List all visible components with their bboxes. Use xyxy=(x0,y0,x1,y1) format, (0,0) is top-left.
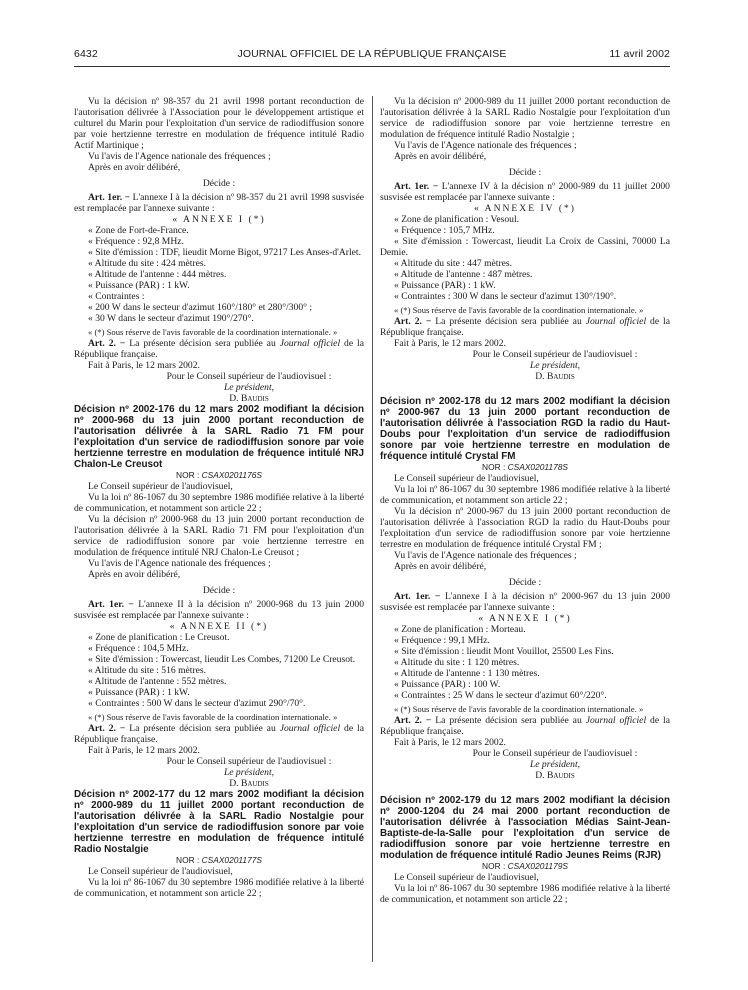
nor-code: CSAX0201179S xyxy=(507,861,568,871)
paragraph: Après en avoir délibéré, xyxy=(88,162,181,173)
annex-line: « Zone de planification : Le Creusot. xyxy=(88,632,230,643)
nor-label: NOR : xyxy=(482,462,506,472)
annex-line: « Altitude de l'antenne : 444 mètres. xyxy=(88,269,227,280)
annex-line: « 200 W dans le secteur d'azimut 160°/180° et 280°/300° ; xyxy=(88,302,313,313)
article-2 xyxy=(380,715,670,737)
fait-a-paris: Fait à Paris, le 12 mars 2002. xyxy=(394,338,506,349)
paragraph: Vu la loi nº 86-1067 du 30 septembre 1986 modifiée relative à la liberté de communication, et notamment son article 22 ; xyxy=(74,877,364,899)
signature-intro: Pour le Conseil supérieur de l'audiovisuel : xyxy=(166,756,332,767)
decide-heading: Décide : xyxy=(202,585,236,596)
paragraph: Le Conseil supérieur de l'audiovisuel, xyxy=(394,473,539,484)
nor-label: NOR : xyxy=(482,861,506,871)
paragraph: Vu la loi nº 86-1067 du 30 septembre 1986 modifiée relative à la liberté de communication, et notamment son article 22 ; xyxy=(380,883,670,905)
annex-line: « Contraintes : 25 W dans le secteur d'azimut 60°/220°. xyxy=(394,690,607,701)
paragraph: Après en avoir délibéré, xyxy=(88,569,181,580)
article-text: de la République française. xyxy=(74,338,364,360)
signature-title: Le président, xyxy=(529,759,581,770)
annex-line: « Zone de planification : Morteau. xyxy=(394,624,526,635)
decision-title: Décision nº 2002-177 du 12 mars 2002 modifiant la décision nº 2000-989 du 11 juillet 2000 portant reconduction de l'autorisation délivrée à la SARL Radio Nostalgie pour l'exploitation d'un service de radiodiffusion sonore par voie hertzienne terrestre en modulation de fréquence intitulé Radio Nostalgie xyxy=(74,789,364,855)
article-1 xyxy=(74,599,364,621)
paragraph: Vu la loi nº 86-1067 du 30 septembre 1986 modifiée relative à la liberté de communication, et notamment son article 22 ; xyxy=(380,484,670,506)
paragraph: Après en avoir délibéré, xyxy=(394,151,487,162)
paragraph: Vu la décision nº 98-357 du 21 avril 1998 portant reconduction de l'autorisation délivrée à l'Association pour le développement artistique et culturel du Marin pour l'exploitation d'un service de radiodiffusion sonore par voie hertzienne terrestre en modulation de fréquence intitulé Radio Actif Martinique ; xyxy=(74,96,364,151)
journal-officiel-italic: Journal officiel xyxy=(279,723,341,734)
article-label: Art. 1er. − xyxy=(394,591,441,602)
nor-label: NOR : xyxy=(176,855,200,865)
annex-line: « Site d'émission : Towercast, lieudit Les Combes, 71200 Le Creusot. xyxy=(88,654,356,665)
paragraph: Vu l'avis de l'Agence nationale des fréquences ; xyxy=(394,550,577,561)
signature-title: Le président, xyxy=(529,360,581,371)
signature-name: D. Baudis xyxy=(229,393,269,404)
page-number: 6432 xyxy=(74,48,98,60)
nor-code: CSAX0201177S xyxy=(201,855,262,865)
article-text: L'annexe IV à la décision nº 2000-989 du 11 juillet 2000 susvisée est remplacée par l'annexe suivante : xyxy=(380,181,670,203)
annex-line: « Contraintes : 500 W dans le secteur d'azimut 290°/70°. xyxy=(88,698,306,709)
nor-reference xyxy=(74,470,364,481)
article-label: Art. 2. − xyxy=(88,723,126,734)
article-2 xyxy=(74,338,364,360)
annex-line: « Site d'émission : lieudit Mont Vouillot, 25500 Les Fins. xyxy=(394,646,614,657)
annex-line: « Fréquence : 99,1 MHz. xyxy=(394,635,490,646)
article-text: L'annexe I à la décision nº 2000-967 du 13 juin 2000 susvisée est remplacée par l'annexe suivante : xyxy=(380,591,671,613)
nor-code: CSAX0201176S xyxy=(201,470,262,480)
journal-officiel-italic: Journal officiel xyxy=(585,316,647,327)
issue-date: 11 avril 2002 xyxy=(609,48,670,60)
article-text: de la République française. xyxy=(380,316,670,338)
nor-label: NOR : xyxy=(176,470,200,480)
decision-title: Décision nº 2002-179 du 12 mars 2002 modifiant la décision nº 2000-1204 du 24 mai 2000 portant reconduction de l'autorisation délivrée à l'association Médias Saint-Jean-Baptiste-de-la-Salle pour l'exploitation d'un service de radiodiffusion sonore par voie hertzienne terrestre en modulation de fréquence intitulé Radio Jeunes Reims (RJR) xyxy=(380,795,670,861)
paragraph: Vu la décision nº 2000-967 du 13 juin 2000 portant reconduction de l'autorisation délivrée à l'association RGD la radio du Haut-Doubs pour l'exploitation d'un service de radiodiffusion sonore par voie hertzienne terrestre en modulation de fréquence intitulé Crystal FM ; xyxy=(380,506,670,550)
article-label: Art. 2. − xyxy=(394,316,432,327)
annex-title: « ANNEXE I (*) xyxy=(478,613,572,624)
annex-line: « Fréquence : 104,5 MHz. xyxy=(88,643,189,654)
annex-line: « Puissance (PAR) : 1 kW. xyxy=(88,687,190,698)
article-text: L'annexe I à la décision nº 98-357 du 21 avril 1998 susvisée est remplacée par l'annexe suivante : xyxy=(74,192,365,214)
annex-line: « Altitude du site : 516 mètres. xyxy=(88,665,207,676)
journal-title: JOURNAL OFFICIEL DE LA RÉPUBLIQUE FRANÇAISE xyxy=(237,48,507,60)
annex-line: « Zone de planification : Vesoul. xyxy=(394,214,520,225)
signature-title: Le président, xyxy=(223,382,275,393)
paragraph: Le Conseil supérieur de l'audiovisuel, xyxy=(394,872,539,883)
annex-line: « Altitude du site : 1 120 mètres. xyxy=(394,657,520,668)
annex-line: « Puissance (PAR) : 100 W. xyxy=(394,679,501,690)
signature-intro: Pour le Conseil supérieur de l'audiovisuel : xyxy=(472,349,638,360)
article-label: Art. 1er. − xyxy=(88,599,134,610)
signature-intro: Pour le Conseil supérieur de l'audiovisuel : xyxy=(472,748,638,759)
annex-note: « (*) Sous réserve de l'avis favorable de la coordination internationale. » xyxy=(88,327,338,337)
nor-reference xyxy=(380,861,670,872)
annex-line: « Puissance (PAR) : 1 kW. xyxy=(88,280,190,291)
article-text: de la République française. xyxy=(380,715,670,737)
annex-line: « Altitude de l'antenne : 1 130 mètres. xyxy=(394,668,540,679)
article-text: La présente décision sera publiée au xyxy=(435,715,582,726)
decide-heading: Décide : xyxy=(202,178,236,189)
decision-title: Décision nº 2002-176 du 12 mars 2002 modifiant la décision nº 2000-968 du 13 juin 2000 portant reconduction de l'autorisation délivrée à la SARL Radio 71 FM pour l'exploitation d'un service de radiodiffusion sonore par voie hertzienne terrestre en modulation de fréquence intitulé NRJ Chalon-Le Creusot xyxy=(74,404,364,470)
annex-title: « ANNEXE II (*) xyxy=(169,621,269,632)
article-text: L'annexe II à la décision nº 2000-968 du 13 juin 2000 susvisée est remplacée par l'annexe suivante : xyxy=(74,599,364,621)
paragraph: Vu la décision nº 2000-989 du 11 juillet 2000 portant reconduction de l'autorisation délivrée à la SARL Radio Nostalgie pour l'exploitation d'un service de radiodiffusion sonore par voie hertzienne terrestre en modulation de fréquence intitulé Radio Nostalgie ; xyxy=(380,96,670,140)
paragraph: Le Conseil supérieur de l'audiovisuel, xyxy=(88,481,233,492)
decide-heading: Décide : xyxy=(508,167,542,178)
annex-line: « 30 W dans le secteur d'azimut 190°/270°. xyxy=(88,313,254,324)
fait-a-paris: Fait à Paris, le 12 mars 2002. xyxy=(88,745,200,756)
nor-reference xyxy=(74,855,364,866)
article-text: de la République française. xyxy=(74,723,364,745)
header-rule xyxy=(74,66,670,67)
paragraph: Vu la loi nº 86-1067 du 30 septembre 1986 modifiée relative à la liberté de communication, et notamment son article 22 ; xyxy=(74,492,364,514)
left-column xyxy=(74,96,364,899)
fait-a-paris: Fait à Paris, le 12 mars 2002. xyxy=(88,360,200,371)
paragraph: Le Conseil supérieur de l'audiovisuel, xyxy=(88,866,233,877)
article-1 xyxy=(380,181,670,203)
paragraph: Après en avoir délibéré, xyxy=(394,561,487,572)
article-1 xyxy=(74,192,364,214)
article-label: Art. 1er. − xyxy=(88,192,131,203)
fait-a-paris: Fait à Paris, le 12 mars 2002. xyxy=(394,737,506,748)
annex-line: « Altitude de l'antenne : 487 mètres. xyxy=(394,269,533,280)
annex-note: « (*) Sous réserve de l'avis favorable de la coordination internationale. » xyxy=(394,305,644,315)
annex-line: « Contraintes : xyxy=(88,291,145,302)
nor-reference xyxy=(380,462,670,473)
annex-line: « Site d'émission : Towercast, lieudit La Croix de Cassini, 70000 La Demie. xyxy=(380,236,670,258)
paragraph: Vu l'avis de l'Agence nationale des fréquences ; xyxy=(88,151,271,162)
signature-name: D. Baudis xyxy=(229,778,269,789)
annex-line: « Fréquence : 105,7 MHz. xyxy=(394,225,495,236)
article-2 xyxy=(380,316,670,338)
annex-line: « Contraintes : 300 W dans le secteur d'azimut 130°/190°. xyxy=(394,291,617,302)
nor-code: CSAX0201178S xyxy=(507,462,568,472)
paragraph: Vu la décision nº 2000-968 du 13 juin 2000 portant reconduction de l'autorisation délivrée à la SARL Radio 71 FM pour l'exploitation d'un service de radiodiffusion sonore par voie hertzienne terrestre en modulation de fréquence intitulé NRJ Chalon-Le Creusot ; xyxy=(74,514,364,558)
article-1 xyxy=(380,591,670,613)
journal-officiel-italic: Journal officiel xyxy=(279,338,341,349)
signature-title: Le président, xyxy=(223,767,275,778)
article-label: Art. 2. − xyxy=(88,338,126,349)
column-divider xyxy=(372,96,373,962)
annex-line: « Fréquence : 92,8 MHz. xyxy=(88,236,184,247)
annex-title: « ANNEXE IV (*) xyxy=(473,203,577,214)
article-label: Art. 2. − xyxy=(394,715,432,726)
right-column xyxy=(380,96,670,905)
decision-title: Décision nº 2002-178 du 12 mars 2002 modifiant la décision nº 2000-967 du 13 juin 2000 portant reconduction de l'autorisation délivrée à l'association RGD la radio du Haut-Doubs pour l'exploitation d'un service de radiodiffusion sonore par voie hertzienne terrestre en modulation de fréquence intitulé Crystal FM xyxy=(380,396,670,462)
annex-line: « Puissance (PAR) : 1 kW. xyxy=(394,280,496,291)
annex-note: « (*) Sous réserve de l'avis favorable de la coordination internationale. » xyxy=(394,704,644,714)
decide-heading: Décide : xyxy=(508,577,542,588)
article-2 xyxy=(74,723,364,745)
paragraph: Vu l'avis de l'Agence nationale des fréquences ; xyxy=(394,140,577,151)
annex-line: « Altitude du site : 424 mètres. xyxy=(88,258,207,269)
annex-note: « (*) Sous réserve de l'avis favorable de la coordination internationale. » xyxy=(88,712,338,722)
annex-title: « ANNEXE I (*) xyxy=(172,214,266,225)
article-label: Art. 1er. − xyxy=(394,181,439,192)
annex-line: « Zone de Fort-de-France. xyxy=(88,225,189,236)
annex-line: « Altitude du site : 447 mètres. xyxy=(394,258,513,269)
annex-line: « Altitude de l'antenne : 552 mètres. xyxy=(88,676,227,687)
signature-intro: Pour le Conseil supérieur de l'audiovisuel : xyxy=(166,371,332,382)
annex-line: « Site d'émission : TDF, lieudit Morne Bigot, 97217 Les Anses-d'Arlet. xyxy=(88,247,361,258)
page-header xyxy=(74,48,670,64)
article-text: La présente décision sera publiée au xyxy=(129,723,276,734)
journal-officiel-italic: Journal officiel xyxy=(585,715,647,726)
paragraph: Vu l'avis de l'Agence nationale des fréquences ; xyxy=(88,558,271,569)
signature-name: D. Baudis xyxy=(535,770,575,781)
signature-name: D. Baudis xyxy=(535,371,575,382)
article-text: La présente décision sera publiée au xyxy=(435,316,582,327)
article-text: La présente décision sera publiée au xyxy=(129,338,276,349)
